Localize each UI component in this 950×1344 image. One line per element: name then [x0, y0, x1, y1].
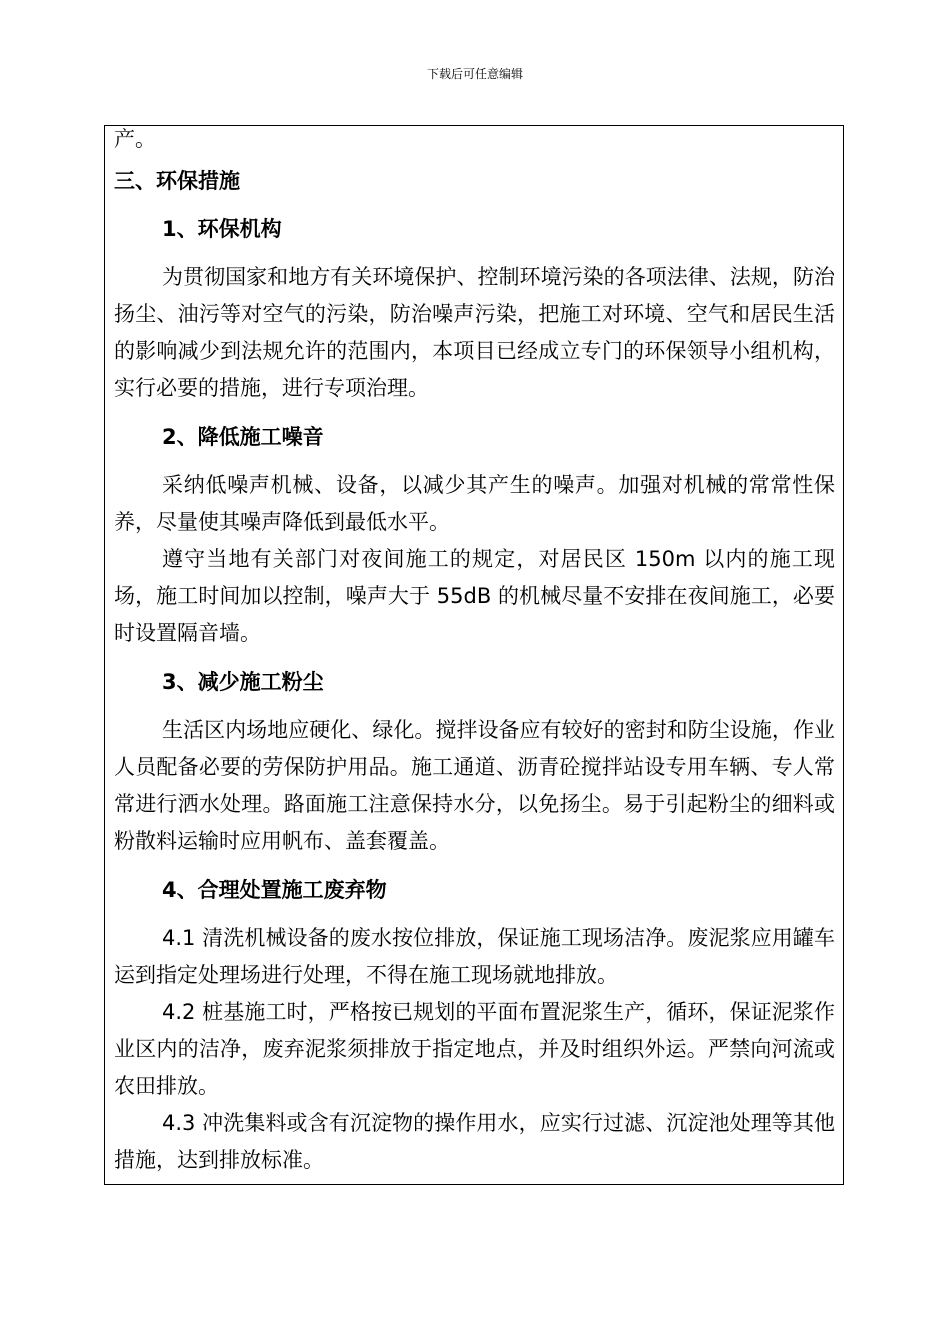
- subsection-title-4: 4、合理处置施工废弃物: [162, 878, 387, 902]
- subsection-title-1: 1、环保机构: [162, 217, 282, 241]
- page-header: 下载后可任意编辑: [426, 67, 523, 81]
- paragraph-2-1: 采纳低噪声机械、设备，以减少其产生的噪声。加强对机械的常常性保养，尽量使其噪声降低到最低水平。: [114, 473, 835, 534]
- paragraph-4-3: 4.3 冲洗集料或含有沉淀物的操作用水，应实行过滤、沉淀池处理等其他措施，达到排放标准。: [114, 1111, 835, 1172]
- paragraph-4-1: 4.1 清洗机械设备的废水按位排放，保证施工现场洁净。废泥浆应用罐车运到指定处理场进行处理，不得在施工现场就地排放。: [114, 926, 835, 987]
- continuation-text: 产。: [114, 127, 156, 151]
- subsection-title-3: 3、减少施工粉尘: [162, 670, 324, 694]
- paragraph-4-2: 4.2 桩基施工时，严格按已规划的平面布置泥浆生产，循环，保证泥浆作业区内的洁净，废弃泥浆须排放于指定地点，并及时组织外运。严禁向河流或农田排放。: [114, 1000, 835, 1098]
- document-content: [104, 125, 844, 1185]
- section-title: 三、环保措施: [114, 169, 240, 193]
- paragraph-3-1: 生活区内场地应硬化、绿化。搅拌设备应有较好的密封和防尘设施，作业人员配备必要的劳保防护用品。施工通道、沥青砼搅拌站设专用车辆、专人常常进行洒水处理。路面施工注意保持水分，以免扬尘。易于引起粉尘的细料或粉散料运输时应用帆布、盖套覆盖。: [114, 718, 835, 853]
- subsection-title-2: 2、降低施工噪音: [162, 425, 324, 449]
- paragraph-2-2: 遵守当地有关部门对夜间施工的规定，对居民区 150m 以内的施工现场，施工时间加以控制，噪声大于 55dB 的机械尽量不安排在夜间施工，必要时设置隔音墙。: [114, 547, 835, 645]
- paragraph-1-1: 为贯彻国家和地方有关环境保护、控制环境污染的各项法律、法规，防治扬尘、油污等对空气的污染，防治噪声污染，把施工对环境、空气和居民生活的影响减少到法规允许的范围内，本项目已经成立专门的环保领导小组机构，实行必要的措施，进行专项治理。: [114, 265, 835, 400]
